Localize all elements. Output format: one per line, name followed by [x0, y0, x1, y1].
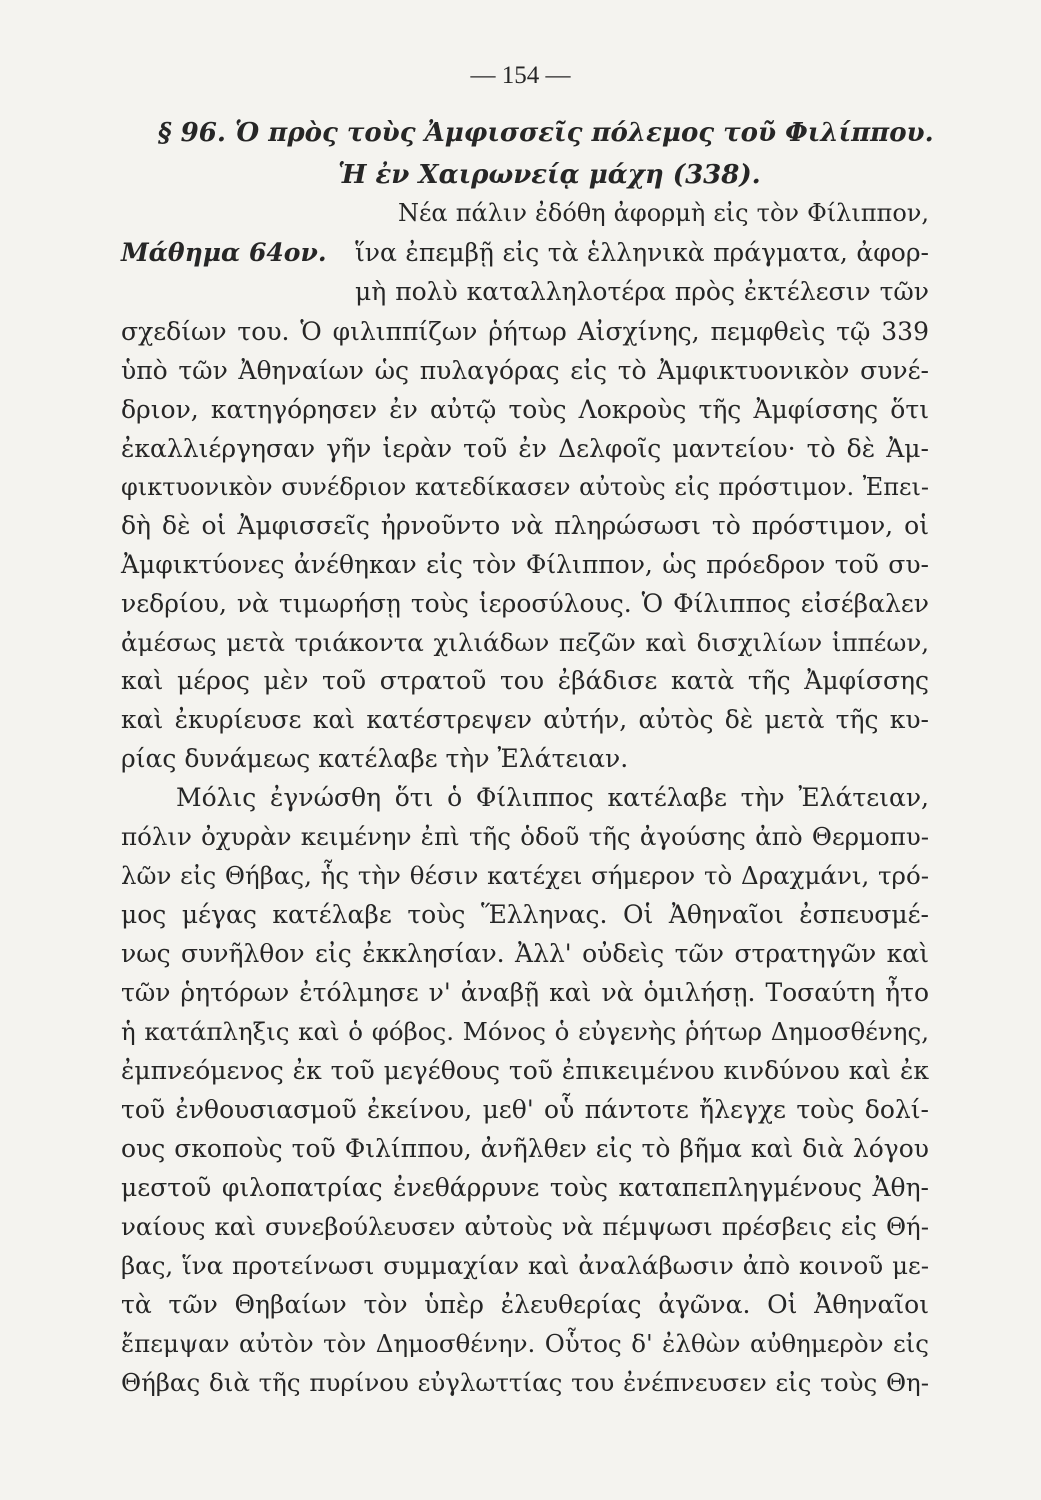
- text-line: ἐκαλλιέργησαν γῆν ἱερὰν τοῦ ἐν Δελφοῖς μαντείου· τὸ δὲ Ἀμ-: [121, 434, 929, 463]
- text-line: καὶ μέρος μὲν τοῦ στρατοῦ του ἐβάδισε κατὰ τῆς Ἀμφίσσης: [121, 666, 929, 695]
- text-line: ἔπεμψαν αὐτὸν τὸν Δημοσθένην. Οὗτος δ' ἐλθὼν αὐθημερὸν εἰς: [121, 1329, 929, 1358]
- text-line: δὴ δὲ οἱ Ἀμφισσεῖς ἠρνοῦντο νὰ πληρώσωσι τὸ πρόστιμον, οἱ: [121, 511, 929, 540]
- text-line: φικτυονικὸν συνέδριον κατεδίκασεν αὐτοὺς εἰς πρόστιμον. Ἐπει-: [121, 473, 929, 501]
- text-line: ους σκοποὺς τοῦ Φιλίππου, ἀνῆλθεν εἰς τὸ βῆμα καὶ διὰ λόγου: [121, 1134, 929, 1163]
- text-line: ναίους καὶ συνεβούλευσεν αὐτοὺς νὰ πέμψωσι πρέσβεις εἰς Θή-: [121, 1212, 929, 1241]
- text-line: ἡ κατάπληξις καὶ ὁ φόβος. Μόνος ὁ εὐγενὴς ῥήτωρ Δημοσθένης,: [121, 1017, 929, 1046]
- text-line: ἵνα ἐπεμβῇ εἰς τὰ ἑλληνικὰ πράγματα, ἀφορ-: [355, 238, 929, 267]
- text-line: καὶ ἐκυρίευσε καὶ κατέστρεψεν αὐτήν, αὐτὸς δὲ μετὰ τῆς κυ-: [121, 705, 929, 734]
- text-line: σχεδίων του. Ὁ φιλιππίζων ῥήτωρ Αἰσχίνης, πεμφθεὶς τῷ 339: [121, 317, 929, 346]
- page-number: — 154 —: [470, 62, 571, 89]
- text-line: νεδρίου, νὰ τιμωρήσῃ τοὺς ἱεροσύλους. Ὁ Φίλιππος εἰσέβαλεν: [121, 589, 929, 618]
- text-line: Θήβας διὰ τῆς πυρίνου εὐγλωττίας του ἐνέπνευσεν εἰς τοὺς Θη-: [121, 1368, 929, 1397]
- text-line: Μόλις ἐγνώσθη ὅτι ὁ Φίλιππος κατέλαβε τὴν Ἐλάτειαν,: [176, 783, 929, 812]
- text-line: πόλιν ὀχυρὰν κειμένην ἐπὶ τῆς ὁδοῦ τῆς ἀγούσης ἀπὸ Θερμοπυ-: [121, 822, 929, 851]
- text-line: ὑπὸ τῶν Ἀθηναίων ὡς πυλαγόρας εἰς τὸ Ἀμφικτυονικὸν συνέ-: [121, 356, 929, 385]
- text-line: Ἀμφικτύονες ἀνέθηκαν εἰς τὸν Φίλιππον, ὡς πρόεδρον τοῦ συ-: [121, 550, 929, 579]
- text-line: ἐμπνεόμενος ἐκ τοῦ μεγέθους τοῦ ἐπικειμένου κινδύνου καὶ ἐκ: [121, 1056, 929, 1085]
- section-heading-line-1: § 96. Ὁ πρὸς τοὺς Ἀμφισσεῖς πόλεμος τοῦ Φιλίππου.: [158, 118, 934, 148]
- text-line: τὰ τῶν Θηβαίων τὸν ὑπὲρ ἐλευθερίας ἀγῶνα. Οἱ Ἀθηναῖοι: [121, 1290, 929, 1319]
- text-line: μεστοῦ φιλοπατρίας ἐνεθάρρυνε τοὺς καταπεπληγμένους Ἀθη-: [121, 1173, 929, 1202]
- text-line: μὴ πολὺ καταλληλοτέρα πρὸς ἐκτέλεσιν τῶν: [355, 277, 929, 306]
- text-line: δριον, κατηγόρησεν ἐν αὐτῷ τοὺς Λοκροὺς τῆς Ἀμφίσσης ὅτι: [121, 395, 929, 424]
- lesson-margin-label: Μάθημα 64ον.: [121, 238, 327, 267]
- section-heading-line-2: Ἡ ἐν Χαιρωνείᾳ μάχη (338).: [338, 160, 761, 190]
- text-line: τῶν ῥητόρων ἐτόλμησε ν' ἀναβῇ καὶ νὰ ὁμιλήσῃ. Τοσαύτη ἦτο: [121, 978, 929, 1007]
- text-line: τοῦ ἐνθουσιασμοῦ ἐκείνου, μεθ' οὗ πάντοτε ἤλεγχε τοὺς δολί-: [121, 1095, 929, 1124]
- text-line: Νέα πάλιν ἐδόθη ἀφορμὴ εἰς τὸν Φίλιππον,: [398, 199, 929, 227]
- text-line: λῶν εἰς Θήβας, ἧς τὴν θέσιν κατέχει σήμερον τὸ Δραχμάνι, τρό-: [121, 861, 929, 890]
- text-line: βας, ἵνα προτείνωσι συμμαχίαν καὶ ἀναλάβωσιν ἀπὸ κοινοῦ με-: [121, 1251, 929, 1280]
- text-line: ρίας δυνάμεως κατέλαβε τὴν Ἐλάτειαν.: [121, 744, 629, 773]
- text-line: νως συνῆλθον εἰς ἐκκλησίαν. Ἀλλ' οὐδεὶς τῶν στρατηγῶν καὶ: [121, 939, 929, 968]
- text-line: ἀμέσως μετὰ τριάκοντα χιλιάδων πεζῶν καὶ δισχιλίων ἱππέων,: [121, 628, 929, 657]
- text-line: μος μέγας κατέλαβε τοὺς Ἕλληνας. Οἱ Ἀθηναῖοι ἐσπευσμέ-: [121, 900, 929, 929]
